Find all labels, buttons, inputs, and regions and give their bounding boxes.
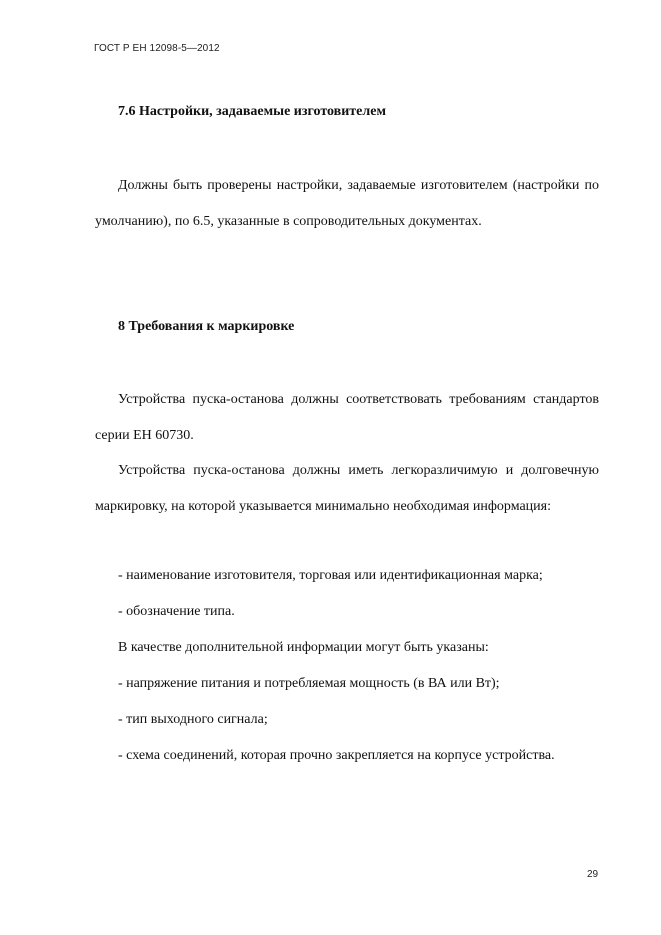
section-7-6-heading: 7.6 Настройки, задаваемые изготовителем (118, 104, 386, 119)
additional-info-intro: В качестве дополнительной информации могут быть указаны: (118, 640, 489, 655)
additional-item-wiring-diagram: - схема соединений, которая прочно закрепляется на корпусе устройства. (118, 748, 555, 763)
section-8-paragraph-1: Устройства пуска-останова должны соответствовать требованиям стандартов серии ЕН 60730. (95, 392, 599, 443)
section-7-6-paragraph: Должны быть проверены настройки, задаваемые изготовителем (настройки по умолчанию), по 6.5, указанные в сопроводительных документах. (95, 178, 599, 229)
section-8-paragraph-2: Устройства пуска-останова должны иметь легкоразличимую и долговечную маркировку, на которой указывается минимально необходимая информация: (95, 463, 599, 514)
required-item: - наименование изготовителя, торговая или идентификационная марка; (118, 568, 543, 583)
page-number: 29 (587, 869, 599, 880)
additional-item: - тип выходного сигнала; (118, 712, 268, 727)
section-8-heading: 8 Требования к маркировке (118, 319, 295, 334)
document-header-standard: ГОСТ Р ЕН 12098-5—2012 (94, 43, 220, 54)
required-item: - обозначение типа. (118, 604, 235, 619)
additional-item: - напряжение питания и потребляемая мощность (в ВА или Вт); (118, 676, 500, 691)
